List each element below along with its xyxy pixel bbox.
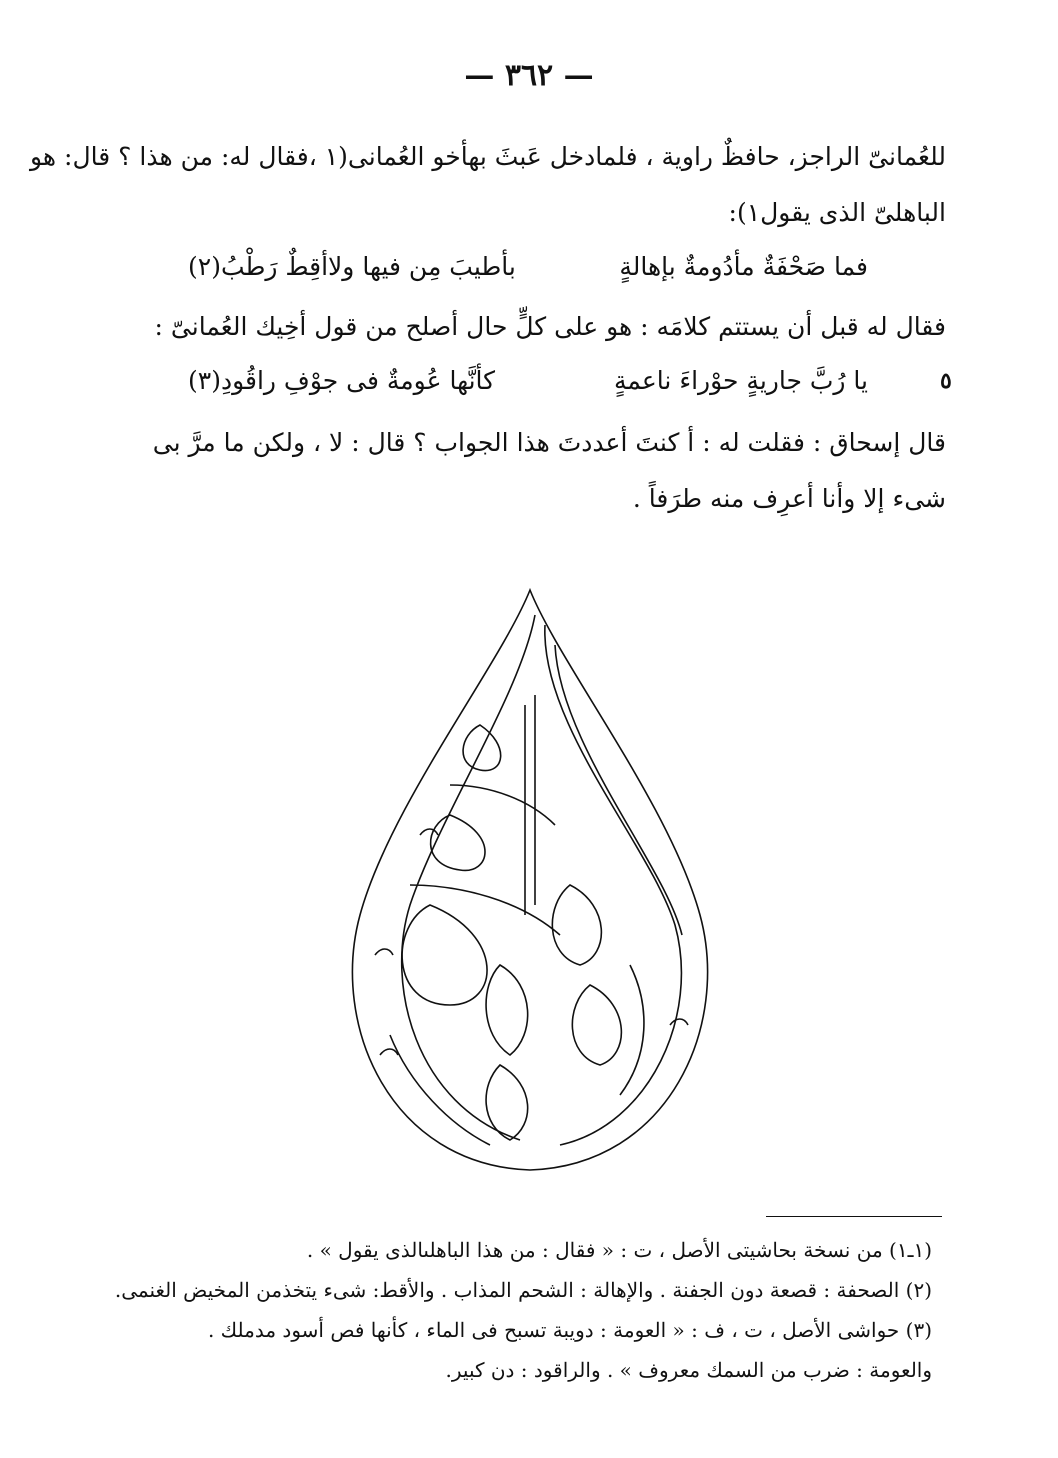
paragraph-line: شىء إلا وأنا أعرِف منه طرَفاً .: [632, 484, 946, 513]
footnote: (٣) حواشى الأصل ، ت ، ف : « العومة : دويبة تسبح فى الماء ، كأنها فص أسود مدملك .: [207, 1318, 932, 1342]
verse-first-hemistich: يا رُبَّ جاريةٍ حوْراءَ ناعمةٍ: [614, 366, 868, 395]
page-number: — ٣٦٢ —: [464, 58, 594, 93]
verse-second-hemistich: كأنَّها عُومةٌ فى جوْفِ راقُودِ(٣): [188, 366, 496, 395]
paragraph-line: قال إسحاق : فقلت له : أ كنتَ أعددتَ هذا الجواب ؟ قال : لا ، ولكن ما مرَّ بى: [152, 428, 946, 457]
footnote: (١ـ١) من نسخة بحاشيتى الأصل ، ت : « فقال : من هذا الباهلىالذى يقول » .: [306, 1238, 932, 1262]
calligraphy-ornament-icon: [330, 585, 730, 1189]
paragraph-line: للعُمانىّ الراجز، حافظٌ راوية ، فلمادخل عَبثَ بهأخو العُمانى(١ ،فقال له: من هذا ؟ قال: هو: [30, 142, 946, 171]
verse-line: [188, 366, 868, 395]
footnote: والعومة : ضرب من السمك معروف » . والراقود : دن كبير.: [445, 1358, 932, 1382]
verse-second-hemistich: بأطيبَ مِن فيها ولاأقِطٌ رَطْبُ(٢): [188, 252, 516, 281]
paragraph-line: الباهلىّ الذى يقول١):: [728, 198, 946, 227]
verse-line: [188, 252, 868, 281]
line-number-marker: ٥: [940, 368, 952, 394]
footnote-separator: [766, 1216, 942, 1217]
footnote: (٢) الصحفة : قصعة دون الجفنة . والإهالة : الشحم المذاب . والأقط: شىء يتخذمن المخيض الغنمى.: [114, 1278, 932, 1302]
verse-first-hemistich: فما صَحْفَةٌ مأدُومةٌ بإهالةٍ: [619, 252, 868, 281]
paragraph-line: فقال له قبل أن يستتم كلامَه : هو على كلٍّ حال أصلح من قول أخِيك العُمانىّ :: [154, 312, 946, 341]
